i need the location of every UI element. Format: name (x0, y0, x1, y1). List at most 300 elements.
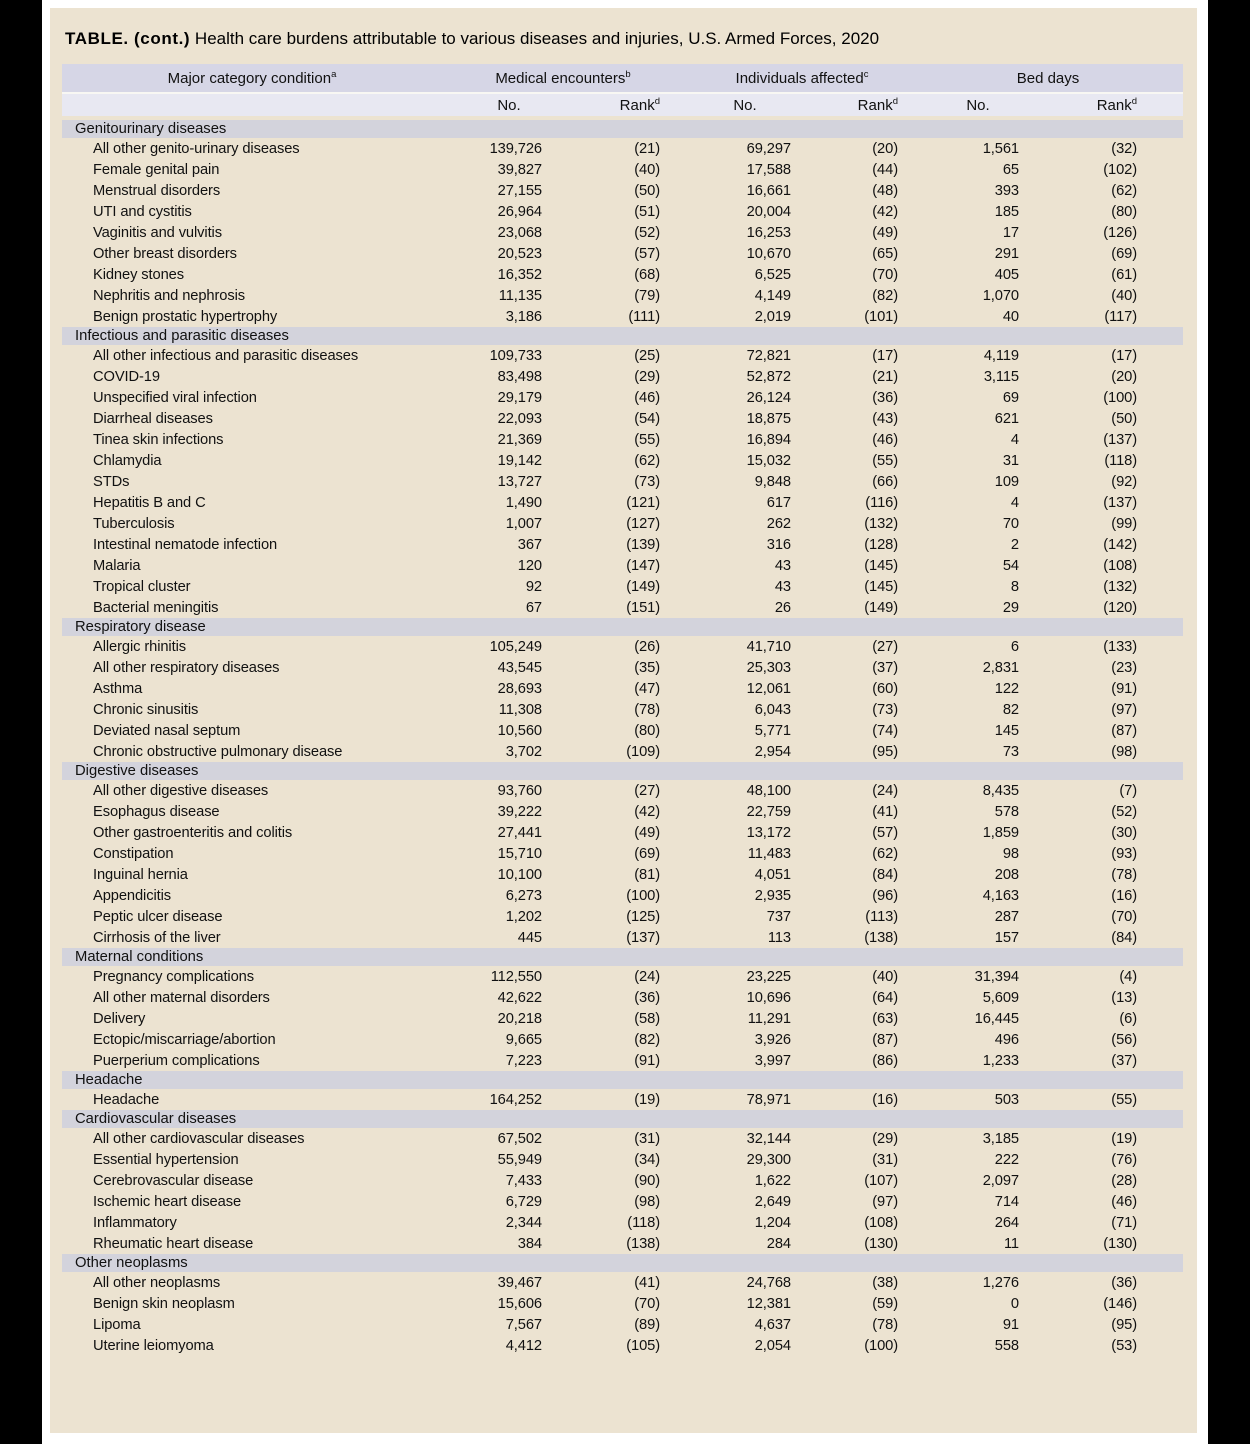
medical-encounters-no-cell: 112,550 (490, 968, 542, 985)
spacer-cell (1146, 741, 1183, 762)
table-row (62, 822, 1183, 843)
bed-days-no-cell: 405 (994, 266, 1019, 283)
section-header-row (62, 1254, 1183, 1272)
condition-cell: Kidney stones (93, 266, 184, 283)
medical-encounters-rank-cell: (51) (634, 203, 660, 220)
table-row (62, 1050, 1183, 1071)
condition-cell: Vaginitis and vulvitis (93, 224, 222, 241)
bed-days-rank-cell: (52) (1111, 803, 1138, 820)
spacer-cell (1146, 243, 1183, 264)
individuals-affected-rank-cell: (130) (864, 1235, 898, 1252)
bed-days-rank-cell: (91) (1111, 680, 1138, 697)
bed-days-no-cell: 208 (994, 866, 1019, 883)
table-row (62, 801, 1183, 822)
medical-encounters-no-cell: 120 (517, 557, 542, 574)
individuals-affected-no-cell: 20,004 (746, 203, 791, 220)
bed-days-rank-cell: (53) (1111, 1337, 1138, 1354)
spacer-cell (1146, 513, 1183, 534)
spacer-cell (1146, 1029, 1183, 1050)
individuals-affected-rank-cell: (128) (864, 536, 898, 553)
table-row (62, 429, 1183, 450)
medical-encounters-no-cell: 1,202 (505, 908, 542, 925)
bed-days-rank-cell: (61) (1111, 266, 1138, 283)
medical-encounters-rank-cell: (73) (634, 473, 660, 490)
condition-cell: Hepatitis B and C (93, 494, 206, 511)
medical-encounters-no-cell: 27,441 (497, 824, 542, 841)
condition-cell: All other cardiovascular diseases (93, 1130, 305, 1147)
medical-encounters-rank-cell: (81) (634, 866, 660, 883)
individuals-affected-rank-cell: (20) (872, 140, 898, 157)
individuals-affected-rank-cell: (57) (872, 824, 898, 841)
table-row (62, 201, 1183, 222)
medical-encounters-no-cell: 23,068 (497, 224, 542, 241)
medical-encounters-rank-cell: (109) (626, 743, 660, 760)
table-row (62, 513, 1183, 534)
condition-cell: Delivery (93, 1010, 146, 1027)
medical-encounters-no-cell: 105,249 (489, 638, 542, 655)
medical-encounters-rank-cell: (41) (634, 1274, 660, 1291)
medical-encounters-rank-cell: (105) (626, 1337, 660, 1354)
bed-days-rank-cell: (126) (1103, 224, 1138, 241)
section-name: Respiratory disease (62, 618, 1183, 636)
bed-days-rank-cell: (28) (1111, 1172, 1138, 1189)
bed-days-no-cell: 4 (1010, 494, 1019, 511)
footnote-marker-a: a (331, 68, 337, 80)
medical-encounters-no-cell: 1,490 (505, 494, 542, 511)
medical-encounters-no-cell: 3,186 (505, 308, 542, 325)
bed-days-rank-cell: (16) (1111, 887, 1138, 904)
table-row (62, 1170, 1183, 1191)
condition-cell: Benign prostatic hypertrophy (93, 308, 278, 325)
table-row (62, 1233, 1183, 1254)
individuals-affected-no-cell: 43 (774, 578, 791, 595)
individuals-affected-no-cell: 43 (774, 557, 791, 574)
individuals-affected-rank-cell: (86) (872, 1052, 898, 1069)
condition-cell: Other gastroenteritis and colitis (93, 824, 293, 841)
bed-days-rank-cell: (13) (1111, 989, 1138, 1006)
medical-encounters-no-cell: 4,412 (505, 1337, 542, 1354)
header-major-category-condition (62, 64, 442, 94)
header-group-row (62, 64, 1183, 94)
bed-days-rank-cell: (108) (1103, 557, 1138, 574)
individuals-affected-no-cell: 29,300 (746, 1151, 791, 1168)
bed-days-rank-cell: (117) (1104, 308, 1138, 325)
individuals-affected-no-cell: 12,061 (746, 680, 791, 697)
spacer-cell (1146, 159, 1183, 180)
medical-encounters-no-cell: 10,560 (497, 722, 542, 739)
table-row (62, 987, 1183, 1008)
condition-cell: Diarrheal diseases (93, 410, 213, 427)
table-row (62, 555, 1183, 576)
individuals-affected-no-cell: 48,100 (746, 782, 791, 799)
bed-days-no-cell: 291 (994, 245, 1019, 262)
spacer-cell (1146, 1170, 1183, 1191)
individuals-affected-no-cell: 316 (766, 536, 791, 553)
medical-encounters-rank-cell: (147) (626, 557, 660, 574)
medical-encounters-rank-cell: (80) (634, 722, 660, 739)
medical-encounters-rank-cell: (89) (634, 1316, 660, 1333)
bed-days-rank-cell: (133) (1103, 638, 1138, 655)
rank-label: Rank (857, 96, 893, 114)
table-row (62, 159, 1183, 180)
footnote-marker-d: d (1131, 95, 1138, 107)
individuals-affected-rank-cell: (108) (864, 1214, 898, 1231)
bed-days-no-cell: 65 (1002, 161, 1019, 178)
footnote-marker-d: d (654, 95, 660, 107)
individuals-affected-rank-cell: (41) (872, 803, 898, 820)
individuals-affected-rank-cell: (96) (872, 887, 898, 904)
rank-label: Rank (1096, 96, 1132, 114)
spacer-cell (1146, 387, 1183, 408)
spacer-cell (1146, 534, 1183, 555)
individuals-affected-no-cell: 4,149 (754, 287, 791, 304)
table-row (62, 657, 1183, 678)
medical-encounters-no-cell: 67 (525, 599, 542, 616)
section-header-row (62, 120, 1183, 138)
bed-days-rank-cell: (7) (1119, 782, 1138, 799)
medical-encounters-no-cell: 3,702 (505, 743, 542, 760)
spacer-cell (1146, 1089, 1183, 1110)
bed-days-rank-cell: (56) (1111, 1031, 1138, 1048)
individuals-affected-no-cell: 32,144 (746, 1130, 791, 1147)
medical-encounters-rank-cell: (34) (634, 1151, 660, 1168)
medical-encounters-rank-cell: (55) (634, 431, 660, 448)
bed-days-no-cell: 31,394 (974, 968, 1019, 985)
medical-encounters-no-cell: 1,007 (505, 515, 542, 532)
spacer-cell (1146, 966, 1183, 987)
bed-days-no-cell: 578 (994, 803, 1019, 820)
bed-days-no-cell: 2,831 (982, 659, 1019, 676)
individuals-affected-no-cell: 12,381 (746, 1295, 791, 1312)
bed-days-no-cell: 4,119 (983, 347, 1019, 364)
bed-days-no-cell: 157 (994, 929, 1019, 946)
bed-days-rank-cell: (4) (1119, 968, 1138, 985)
table-row (62, 1293, 1183, 1314)
table-row (62, 180, 1183, 201)
header-individuals-affected (666, 64, 902, 94)
individuals-affected-rank-cell: (42) (872, 203, 898, 220)
medical-encounters-no-cell: 28,693 (497, 680, 542, 697)
medical-encounters-no-cell: 55,949 (497, 1151, 542, 1168)
screen-edge-left-bar (0, 0, 42, 1444)
medical-encounters-rank-cell: (121) (626, 494, 660, 511)
individuals-affected-rank-cell: (64) (872, 989, 898, 1006)
bed-days-rank-cell: (102) (1103, 161, 1138, 178)
medical-encounters-no-cell: 10,100 (497, 866, 542, 883)
medical-encounters-no-cell: 15,710 (497, 845, 542, 862)
medical-encounters-no-cell: 13,727 (497, 473, 542, 490)
condition-cell: Esophagus disease (93, 803, 220, 820)
footnote-marker-b: b (625, 68, 631, 80)
spacer-cell (1146, 471, 1183, 492)
medical-encounters-no-cell: 2,344 (505, 1214, 542, 1231)
condition-cell: Menstrual disorders (93, 182, 221, 199)
table-row (62, 345, 1183, 366)
bed-days-no-cell: 1,561 (982, 140, 1019, 157)
bed-days-rank-cell: (69) (1111, 245, 1138, 262)
bed-days-no-cell: 287 (994, 908, 1019, 925)
bed-days-rank-cell: (142) (1103, 536, 1138, 553)
individuals-affected-rank-cell: (24) (872, 782, 898, 799)
individuals-affected-no-cell: 26 (774, 599, 791, 616)
spacer-cell (1146, 927, 1183, 948)
condition-cell: Tropical cluster (93, 578, 191, 595)
bed-days-no-cell: 4 (1010, 431, 1019, 448)
individuals-affected-rank-cell: (145) (864, 557, 898, 574)
condition-cell: Unspecified viral infection (93, 389, 257, 406)
individuals-affected-no-cell: 23,225 (746, 968, 791, 985)
medical-encounters-no-cell: 93,760 (497, 782, 542, 799)
spacer-cell (1146, 699, 1183, 720)
individuals-affected-no-cell: 113 (767, 929, 791, 946)
bed-days-rank-cell: (78) (1111, 866, 1138, 883)
bed-days-rank-cell: (20) (1111, 368, 1138, 385)
medical-encounters-no-cell: 6,729 (505, 1193, 542, 1210)
medical-encounters-no-cell: 67,502 (497, 1130, 542, 1147)
individuals-affected-no-cell: 16,661 (746, 182, 791, 199)
individuals-affected-no-cell: 15,032 (746, 452, 791, 469)
medical-encounters-no-cell: 9,665 (505, 1031, 542, 1048)
header-condition-label: Major category condition (167, 69, 332, 87)
bed-days-rank-cell: (32) (1111, 140, 1138, 157)
spacer-cell (1146, 906, 1183, 927)
medical-encounters-rank-cell: (46) (634, 389, 660, 406)
footnote-marker-c: c (863, 68, 869, 80)
subheader-no-individuals-affected: No. (666, 94, 796, 120)
spacer-cell (1146, 264, 1183, 285)
spacer-cell (1146, 657, 1183, 678)
bed-days-no-cell: 621 (994, 410, 1019, 427)
table-caption: Health care burdens attributable to various diseases and injuries, U.S. Armed Forces, 2020 (194, 29, 880, 48)
spacer-cell (1146, 801, 1183, 822)
medical-encounters-rank-cell: (52) (634, 224, 660, 241)
bed-days-no-cell: 98 (1002, 845, 1019, 862)
header-medical-encounters-label: Medical encounters (495, 69, 626, 87)
bed-days-rank-cell: (76) (1111, 1151, 1138, 1168)
spacer-cell (1146, 1149, 1183, 1170)
medical-encounters-rank-cell: (98) (634, 1193, 660, 1210)
spacer-cell (1146, 1233, 1183, 1254)
condition-cell: Asthma (93, 680, 143, 697)
condition-cell: Inflammatory (93, 1214, 177, 1231)
bed-days-rank-cell: (137) (1103, 431, 1138, 448)
individuals-affected-no-cell: 25,303 (746, 659, 791, 676)
table-row (62, 864, 1183, 885)
spacer-cell (1146, 492, 1183, 513)
bed-days-no-cell: 8,435 (982, 782, 1019, 799)
table-row (62, 1212, 1183, 1233)
bed-days-no-cell: 1,070 (982, 287, 1019, 304)
individuals-affected-rank-cell: (116) (865, 494, 898, 511)
bed-days-no-cell: 4,163 (982, 887, 1019, 904)
individuals-affected-no-cell: 3,926 (754, 1031, 791, 1048)
individuals-affected-rank-cell: (138) (864, 929, 898, 946)
spacer-cell (1146, 1293, 1183, 1314)
individuals-affected-no-cell: 16,894 (746, 431, 791, 448)
bed-days-no-cell: 1,276 (982, 1274, 1019, 1291)
spacer-cell (1146, 720, 1183, 741)
condition-cell: Bacterial meningitis (93, 599, 219, 616)
individuals-affected-no-cell: 2,054 (754, 1337, 791, 1354)
medical-encounters-rank-cell: (62) (634, 452, 660, 469)
bed-days-no-cell: 91 (1002, 1316, 1019, 1333)
rank-label: Rank (619, 96, 655, 114)
medical-encounters-rank-cell: (90) (634, 1172, 660, 1189)
table-row (62, 843, 1183, 864)
medical-encounters-rank-cell: (58) (634, 1010, 660, 1027)
spacer-cell (1146, 285, 1183, 306)
medical-encounters-no-cell: 11,135 (498, 287, 542, 304)
table-row (62, 1089, 1183, 1110)
header-subrow (62, 94, 1183, 120)
medical-encounters-rank-cell: (69) (634, 845, 660, 862)
individuals-affected-rank-cell: (84) (872, 866, 898, 883)
medical-encounters-rank-cell: (25) (634, 347, 660, 364)
spacer-cell (1146, 597, 1183, 618)
condition-cell: UTI and cystitis (93, 203, 192, 220)
medical-encounters-rank-cell: (50) (634, 182, 660, 199)
spacer-cell (1146, 429, 1183, 450)
medical-encounters-rank-cell: (21) (634, 140, 660, 157)
table-row (62, 492, 1183, 513)
condition-cell: All other digestive diseases (93, 782, 269, 799)
medical-encounters-no-cell: 42,622 (497, 989, 542, 1006)
condition-cell: Peptic ulcer disease (93, 908, 223, 925)
bed-days-no-cell: 3,115 (983, 368, 1019, 385)
spacer-cell (1146, 1128, 1183, 1149)
condition-cell: Cirrhosis of the liver (93, 929, 221, 946)
individuals-affected-rank-cell: (31) (872, 1151, 898, 1168)
individuals-affected-rank-cell: (65) (872, 245, 898, 262)
individuals-affected-rank-cell: (60) (872, 680, 898, 697)
table-title (65, 28, 1197, 50)
bed-days-rank-cell: (130) (1103, 1235, 1138, 1252)
table-row (62, 720, 1183, 741)
bed-days-no-cell: 122 (994, 680, 1019, 697)
medical-encounters-rank-cell: (91) (634, 1052, 660, 1069)
medical-encounters-rank-cell: (79) (634, 287, 660, 304)
bed-days-no-cell: 5,609 (982, 989, 1019, 1006)
condition-cell: Tuberculosis (93, 515, 175, 532)
medical-encounters-rank-cell: (47) (634, 680, 660, 697)
section-name: Digestive diseases (62, 762, 1183, 780)
medical-encounters-no-cell: 26,964 (497, 203, 542, 220)
medical-encounters-no-cell: 109,733 (489, 347, 542, 364)
individuals-affected-no-cell: 24,768 (746, 1274, 791, 1291)
header-bed-days (902, 64, 1146, 94)
medical-encounters-no-cell: 39,467 (497, 1274, 542, 1291)
individuals-affected-rank-cell: (59) (872, 1295, 898, 1312)
individuals-affected-no-cell: 10,696 (746, 989, 791, 1006)
medical-encounters-rank-cell: (57) (634, 245, 660, 262)
bed-days-no-cell: 3,185 (982, 1130, 1019, 1147)
bed-days-no-cell: 2,097 (982, 1172, 1019, 1189)
medical-encounters-no-cell: 29,179 (497, 389, 542, 406)
individuals-affected-no-cell: 4,051 (754, 866, 791, 883)
document-page (50, 8, 1197, 1433)
medical-encounters-rank-cell: (78) (634, 701, 660, 718)
spacer-cell (1146, 555, 1183, 576)
spacer-cell (1146, 306, 1183, 327)
individuals-affected-rank-cell: (46) (872, 431, 898, 448)
individuals-affected-rank-cell: (97) (872, 1193, 898, 1210)
spacer-cell (1146, 1008, 1183, 1029)
medical-encounters-rank-cell: (137) (626, 929, 660, 946)
section-name: Headache (62, 1071, 1183, 1089)
spacer-cell (1146, 1335, 1183, 1356)
medical-encounters-rank-cell: (125) (626, 908, 660, 925)
medical-encounters-no-cell: 83,498 (497, 368, 542, 385)
bed-days-rank-cell: (118) (1104, 452, 1138, 469)
condition-cell: Other breast disorders (93, 245, 237, 262)
spacer-cell (1146, 1314, 1183, 1335)
bed-days-no-cell: 2 (1010, 536, 1019, 553)
condition-cell: Chronic sinusitis (93, 701, 199, 718)
bed-days-rank-cell: (87) (1111, 722, 1138, 739)
table-row (62, 471, 1183, 492)
individuals-affected-rank-cell: (55) (872, 452, 898, 469)
subheader-rank-individuals-affected (796, 94, 902, 120)
condition-cell: Pregnancy complications (93, 968, 254, 985)
individuals-affected-no-cell: 41,710 (746, 638, 791, 655)
individuals-affected-no-cell: 11,483 (747, 845, 791, 862)
individuals-affected-rank-cell: (29) (872, 1130, 898, 1147)
medical-encounters-no-cell: 39,827 (497, 161, 542, 178)
individuals-affected-no-cell: 17,588 (746, 161, 791, 178)
table-row (62, 885, 1183, 906)
table-row (62, 906, 1183, 927)
bed-days-no-cell: 109 (994, 473, 1019, 490)
section-header-row (62, 948, 1183, 966)
condition-cell: Inguinal hernia (93, 866, 188, 883)
spacer-cell (1146, 345, 1183, 366)
medical-encounters-no-cell: 11,308 (498, 701, 542, 718)
spacer-cell (1146, 222, 1183, 243)
medical-encounters-rank-cell: (26) (634, 638, 660, 655)
subheader-rank-bed-days (1026, 94, 1146, 120)
section-header-row (62, 762, 1183, 780)
bed-days-no-cell: 73 (1002, 743, 1019, 760)
spacer-cell (1146, 1050, 1183, 1071)
bed-days-no-cell: 54 (1002, 557, 1019, 574)
bed-days-rank-cell: (97) (1111, 701, 1138, 718)
individuals-affected-rank-cell: (40) (872, 968, 898, 985)
individuals-affected-no-cell: 617 (766, 494, 791, 511)
bed-days-no-cell: 714 (994, 1193, 1019, 1210)
table-row (62, 243, 1183, 264)
condition-cell: Rheumatic heart disease (93, 1235, 254, 1252)
spacer-cell (1146, 180, 1183, 201)
table-row (62, 1314, 1183, 1335)
individuals-affected-rank-cell: (63) (872, 1010, 898, 1027)
table-row (62, 285, 1183, 306)
spacer-cell (1146, 138, 1183, 159)
bed-days-no-cell: 70 (1002, 515, 1019, 532)
bed-days-rank-cell: (80) (1111, 203, 1138, 220)
medical-encounters-rank-cell: (68) (634, 266, 660, 283)
bed-days-no-cell: 264 (994, 1214, 1019, 1231)
bed-days-no-cell: 1,859 (982, 824, 1019, 841)
condition-cell: Lipoma (93, 1316, 141, 1333)
medical-encounters-rank-cell: (127) (626, 515, 660, 532)
medical-encounters-rank-cell: (49) (634, 824, 660, 841)
screen-edge-right-bar (1208, 0, 1250, 1444)
medical-encounters-no-cell: 92 (525, 578, 542, 595)
individuals-affected-rank-cell: (43) (872, 410, 898, 427)
table-row (62, 1008, 1183, 1029)
header-medical-encounters (442, 64, 666, 94)
medical-encounters-no-cell: 20,523 (497, 245, 542, 262)
